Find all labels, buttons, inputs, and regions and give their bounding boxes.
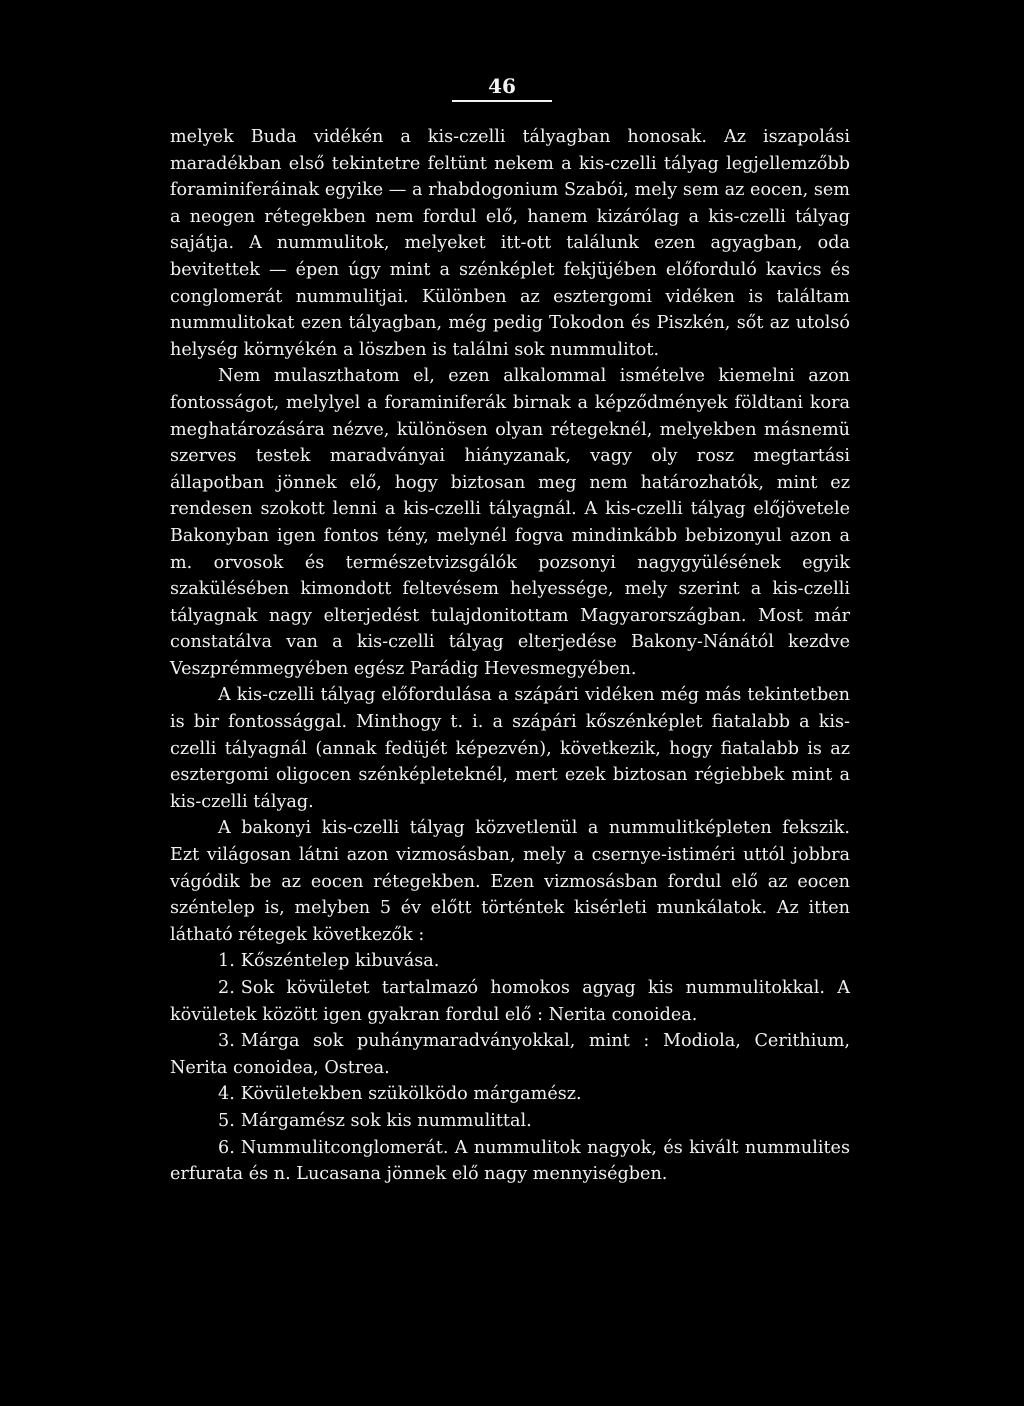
list-item-text: Sok kövületet tartalmazó homokos agyag kis nummulitokkal. A kövületek között igen gyakran fordul elő : Nerita conoidea. — [170, 978, 850, 1025]
list-item-number: 2. — [218, 978, 235, 998]
list-item — [170, 1081, 850, 1108]
list-item-text: Kövületekben szükölködo márgamész. — [240, 1084, 582, 1105]
list-item-text: Márga sok puhánymaradványokkal, mint : Modiola, Cerithium, Nerita conoidea, Ostrea. — [170, 1031, 850, 1078]
body-text — [170, 124, 850, 1188]
list-item-number: 1. — [218, 951, 235, 972]
list-item — [170, 1135, 850, 1188]
list-item-text: Nummulitconglomerát. A nummulitok nagyok, és kivált nummulites erfurata és n. Lucasana jönnek elő nagy mennyiségben. — [170, 1137, 850, 1185]
list-item — [170, 948, 850, 975]
list-item-number: 6. — [218, 1137, 235, 1158]
list-item-text: Márgamész sok kis nummulittal. — [240, 1110, 532, 1131]
paragraph-4: A bakonyi kis-czelli tályag közvetlenül a nummulitképleten fekszik. Ezt világosan látni azon vizmosásban, mely a csernye-istiméri uttól jobbra vágódik be az eocen rétegekben. Ezen vizmosásban fordul elő az eocen széntelep is, melyben 5 év előtt történtek kisérleti munkálatok. Az itten látható rétegek következők : — [170, 818, 850, 945]
strata-list — [170, 948, 850, 1187]
paragraph-3: A kis-czelli tályag előfordulása a szápári vidéken még más tekintetben is bir fontossággal. Minthogy t. i. a szápári kőszénképlet fiatalabb a kis-czelli tályagnál (annak fedüjét képezvén), következik, hogy fiatalabb is az esztergomi oligocen szénképleteknél, mert ezek biztosan régiebbek mint a kis-czelli tályag. — [170, 685, 850, 812]
list-item — [170, 975, 850, 1028]
list-item-number: 4. — [218, 1084, 235, 1105]
list-item-text: Kőszéntelep kibuvása. — [240, 951, 440, 972]
list-item — [170, 1108, 850, 1135]
list-item-number: 3. — [218, 1031, 235, 1052]
list-item — [170, 1028, 850, 1081]
paragraph-2: Nem mulaszthatom el, ezen alkalommal ismételve kiemelni azon fontosságot, melylyel a foraminiferák birnak a képződmények földtani kora meghatározására nézve, különösen olyan rétegeknél, melyekben másnemü szerves testek maradványai hiányzanak, vagy oly rosz megtartási állapotban jönnek elő, hogy biztosan meg nem határozhatók, mint ez rendesen szokott lenni a kis-czelli tályagnál. A kis-czelli tályag előjövetele Bakonyban igen fontos tény, melynél fogva mindinkább bebizonyul azon a m. orvosok és természetvizsgálók pozsonyi nagygyülésének egyik szakülésében kimondott feltevésem helyessége, mely szerint a kis-czelli tályagnak nagy elterjedést tulajdonitottam Magyarországban. Most már constatálva van a kis-czelli tályag elterjedése Bakony-Nánától kezdve Veszprémmegyében egész Parádig Hevesmegyében. — [170, 366, 850, 679]
paragraph-1: melyek Buda vidékén a kis-czelli tályagban honosak. Az iszapolási maradékban első tekintetre feltünt nekem a kis-czelli tályag legjellemzőbb foraminiferáinak egyike — a rhabdogonium Szabói, mely sem az eocen, sem a neogen rétegekben nem fordul elő, hanem kizárólag a kis-czelli tályag sajátja. A nummulitok, melyeket itt-ott találunk ezen agyagban, oda bevitettek — épen úgy mint a szénképlet fekjüjében előforduló kavics és conglomerát nummulitjai. Különben az esztergomi vidéken is találtam nummulitokat ezen tályagban, még pedig Tokodon és Piszkén, sőt az utolsó helység környékén a löszben is találni sok nummulitot. — [170, 127, 850, 360]
list-item-number: 5. — [218, 1110, 235, 1131]
page-number: 46 — [452, 74, 552, 102]
